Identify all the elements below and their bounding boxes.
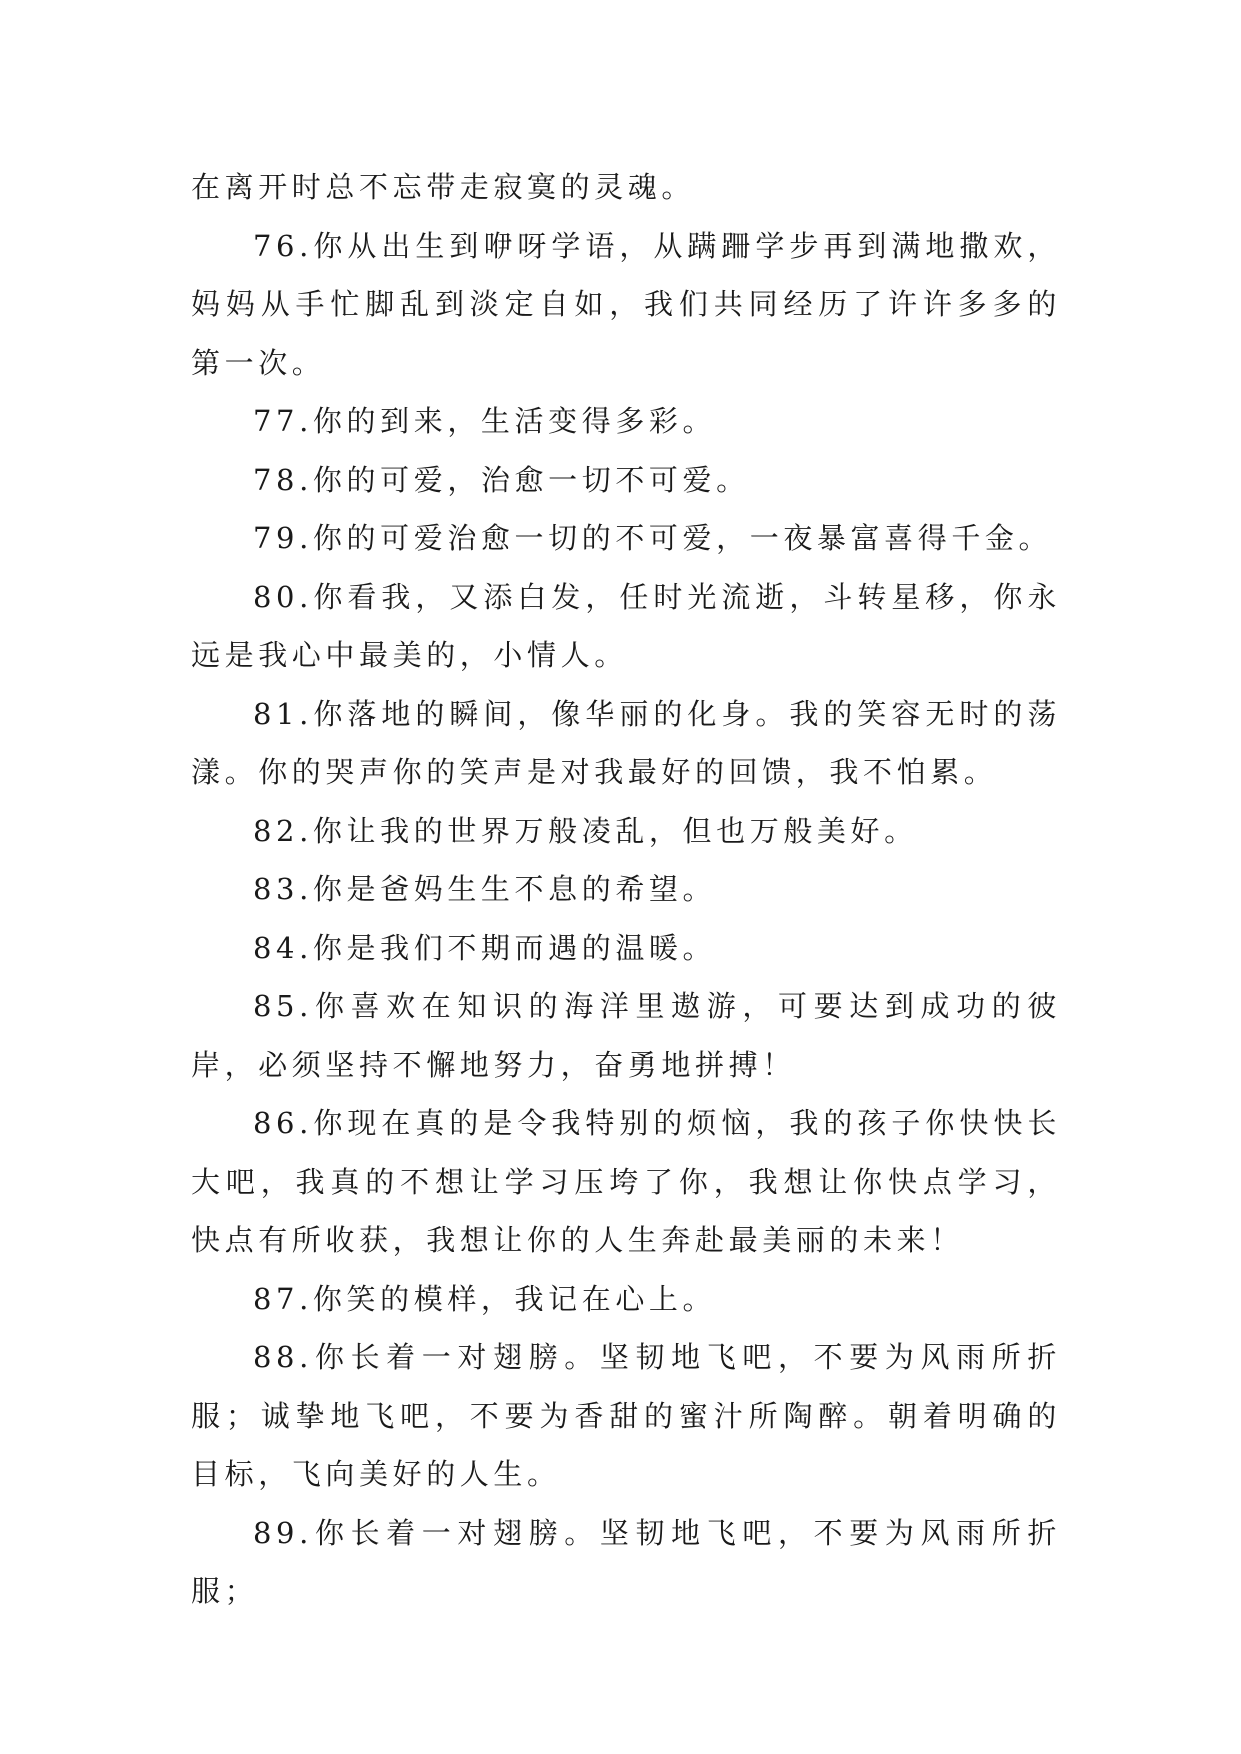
paragraph: 89.你长着一对翅膀。坚韧地飞吧，不要为风雨所折服； <box>191 1515 1061 1608</box>
document-body <box>191 158 1061 1621</box>
paragraph: 83.你是爸妈生生不息的希望。 <box>253 872 717 906</box>
paragraph: 82.你让我的世界万般凌乱，但也万般美好。 <box>253 813 918 848</box>
paragraph: 87.你笑的模样，我记在心上。 <box>253 1281 717 1316</box>
paragraph: 78.你的可爱，治愈一切不可爱。 <box>253 462 750 497</box>
paragraph: 86.你现在真的是令我特别的烦恼，我的孩子你快快长大吧，我真的不想让学习压垮了你，我想让你快点学习，快点有所收获，我想让你的人生奔赴最美丽的未来！ <box>191 1106 1061 1257</box>
paragraph: 85.你喜欢在知识的海洋里遨游，可要达到成功的彼岸，必须坚持不懈地努力，奋勇地拼搏！ <box>191 989 1061 1082</box>
paragraph: 79.你的可爱治愈一切的不可爱，一夜暴富喜得千金。 <box>253 521 1053 555</box>
paragraph: 88.你长着一对翅膀。坚韧地飞吧，不要为风雨所折服；诚挚地飞吧，不要为香甜的蜜汁所陶醉。朝着明确的目标，飞向美好的人生。 <box>191 1340 1061 1491</box>
paragraph: 77.你的到来，生活变得多彩。 <box>253 404 717 438</box>
paragraph: 81.你落地的瞬间，像华丽的化身。我的笑容无时的荡漾。你的哭声你的笑声是对我最好的回馈，我不怕累。 <box>191 696 1061 789</box>
paragraph: 84.你是我们不期而遇的温暖。 <box>253 930 717 965</box>
paragraph: 在离开时总不忘带走寂寞的灵魂。 <box>191 170 696 204</box>
paragraph: 76.你从出生到咿呀学语，从蹒跚学步再到满地撒欢，妈妈从手忙脚乱到淡定自如，我们共同经历了许许多多的第一次。 <box>191 228 1061 380</box>
paragraph: 80.你看我，又添白发，任时光流逝，斗转星移，你永远是我心中最美的，小情人。 <box>191 579 1061 672</box>
